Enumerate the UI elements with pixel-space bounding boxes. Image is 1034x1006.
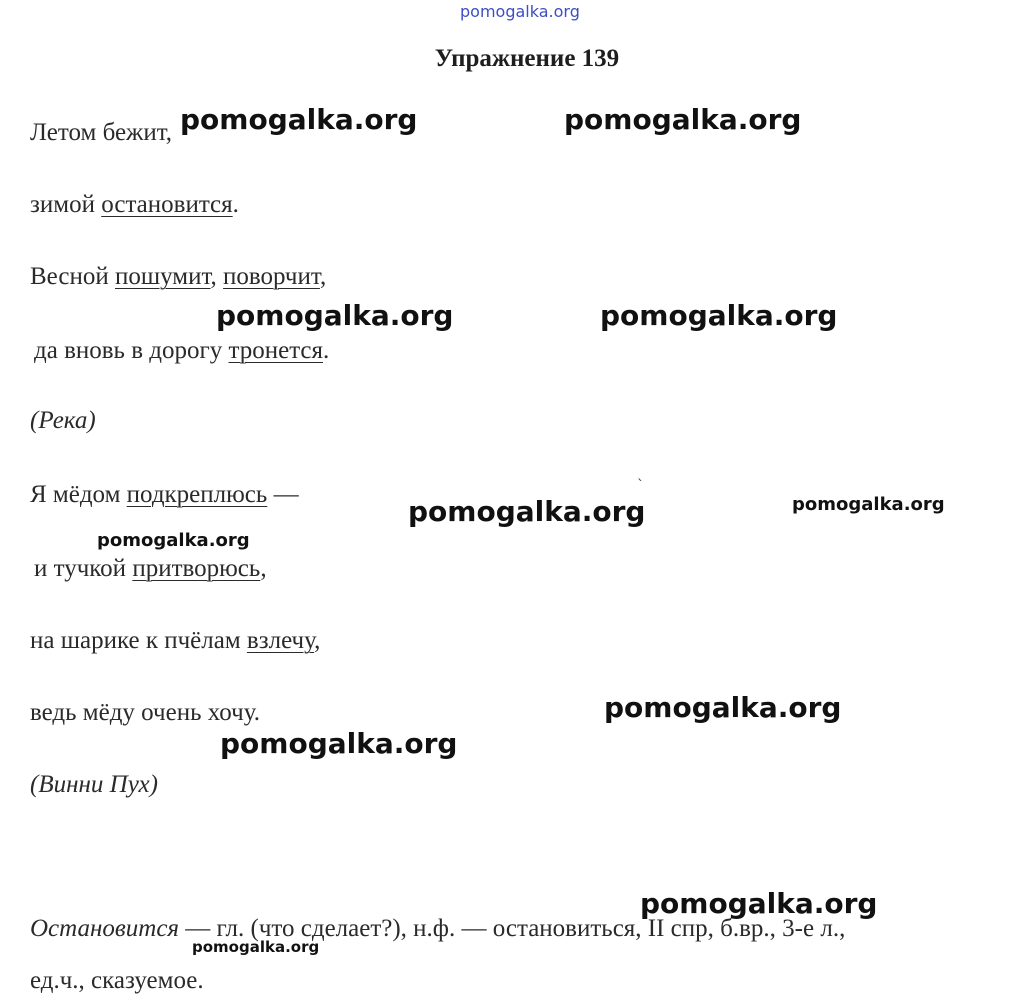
- text-fragment: ,: [210, 263, 224, 290]
- analysis-word: Остановится: [30, 915, 180, 942]
- underlined-verb: притворюсь: [132, 555, 261, 582]
- watermark: pomogalka.org: [192, 938, 320, 956]
- underlined-verb: взлечу: [246, 627, 315, 654]
- analysis-line2: ед.ч., сказуемое.: [30, 967, 204, 994]
- riddle1-line1: Летом бежит,: [30, 119, 173, 146]
- text-fragment: ,: [314, 627, 321, 654]
- watermark: pomogalka.org: [792, 494, 945, 515]
- riddle2-line1: [30, 480, 299, 510]
- underlined-verb: остановится: [101, 191, 233, 218]
- text-fragment: на шарике к пчёлам: [30, 627, 247, 654]
- watermark: pomogalka.org: [97, 530, 250, 551]
- watermark: pomogalka.org: [640, 887, 878, 920]
- underlined-verb: подкреплюсь: [126, 481, 268, 508]
- watermark: pomogalka.org: [408, 495, 646, 528]
- text-fragment: зимой: [30, 191, 102, 218]
- watermark: pomogalka.org: [220, 727, 458, 760]
- site-watermark-top: pomogalka.org: [460, 2, 580, 21]
- riddle1-answer: (Река): [30, 407, 96, 434]
- text-fragment: ,: [319, 263, 327, 290]
- riddle2-line3: [30, 626, 320, 656]
- analysis-text: — гл. (что сделает?), н.ф. — остановиться, II спр, б.вр., 3-е л.,: [179, 915, 846, 942]
- riddle2-line4: ведь мёду очень хочу.: [30, 699, 260, 726]
- speck-mark: `: [637, 478, 644, 494]
- riddle1-line2: [30, 190, 239, 220]
- text-fragment: и тучкой: [34, 555, 133, 582]
- watermark: pomogalka.org: [216, 299, 454, 332]
- riddle1-line3: [30, 262, 326, 292]
- watermark: pomogalka.org: [180, 103, 418, 136]
- text-fragment: .: [232, 191, 239, 218]
- text-fragment: .: [323, 337, 330, 364]
- riddle1-line4: [34, 336, 329, 366]
- riddle2-answer: (Винни Пух): [30, 771, 158, 798]
- underlined-verb: поворчит: [223, 263, 320, 290]
- underlined-verb: тронется: [228, 337, 324, 364]
- text-fragment: Я мёдом: [30, 481, 127, 508]
- watermark: pomogalka.org: [564, 103, 802, 136]
- text-fragment: Весной: [30, 263, 115, 290]
- text-fragment: —: [267, 481, 299, 508]
- underlined-verb: пошумит: [115, 263, 211, 290]
- text-fragment: ,: [260, 555, 267, 582]
- watermark: pomogalka.org: [600, 299, 838, 332]
- riddle2-line2: [34, 554, 267, 584]
- watermark: pomogalka.org: [604, 691, 842, 724]
- exercise-title: Упражнение 139: [434, 45, 620, 72]
- text-fragment: да вновь в дорогу: [34, 337, 229, 364]
